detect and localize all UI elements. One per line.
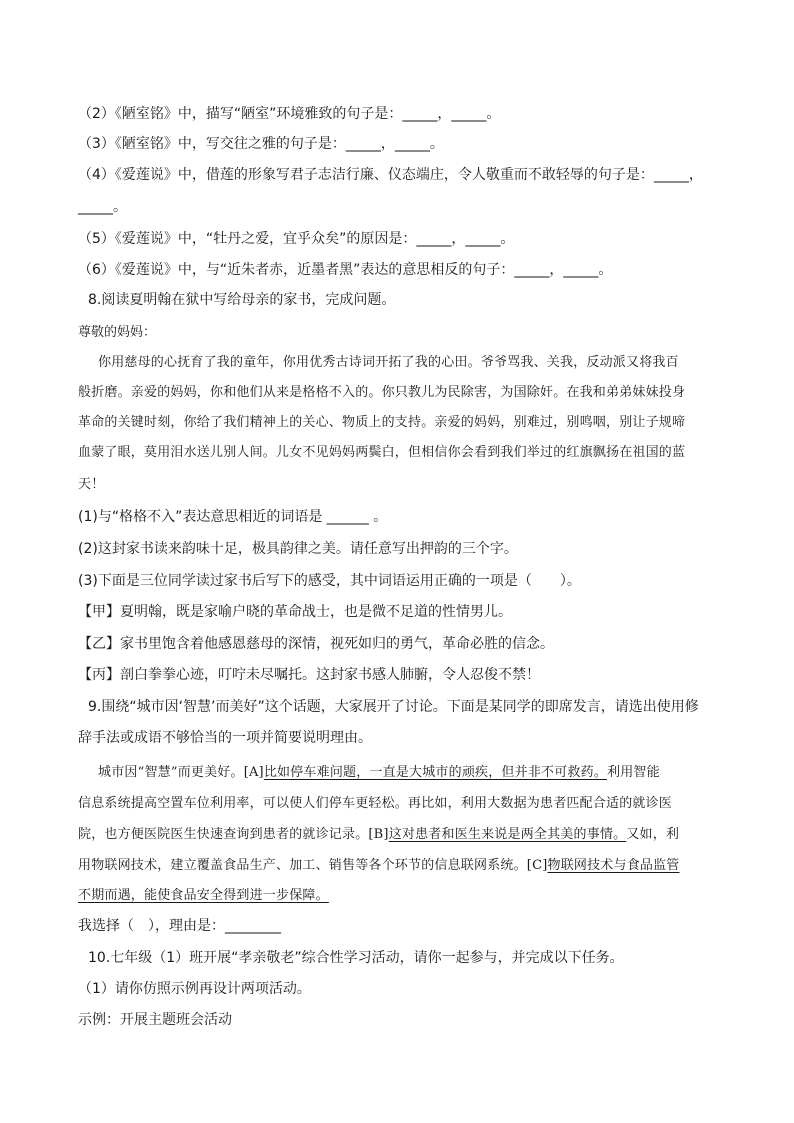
q8-sub-3: (3)下面是三位同学读过家书后写下的感受，其中词语运用正确的一项是（ ）。 (78, 573, 581, 589)
letter-line: 天！ (78, 477, 105, 492)
underlined-c: 物联网技术与食品监管 (547, 858, 680, 873)
q7-item-4-cont: _____。 (78, 199, 127, 215)
speech-line (78, 826, 679, 844)
option-jia: 【甲】夏明翰，既是家喻户晓的革命战士，也是微不足道的性情男儿。 (78, 604, 512, 620)
q7-item-6: （6）《爱莲说》中，与“近朱者赤，近墨者黑”表达的意思相反的句子：_____，_____。 (78, 262, 613, 278)
speech-text: 利用智能 (607, 765, 660, 780)
option-yi: 【乙】家书里饱含着他感恩慈母的深情，视死如归的勇气，革命必胜的信念。 (78, 636, 554, 652)
letter-line: 血蒙了眼，莫用泪水送儿别人间。儿女不见妈妈两鬓白，但相信你会看到我们举过的红旗飘扬在祖国的蓝 (78, 445, 686, 460)
q8-sub-2: (2)这封家书读来韵味十足，极具韵律之美。请任意写出押韵的三个字。 (78, 541, 518, 557)
q7-item-5: （5）《爱莲说》中，“牡丹之爱，宜乎众矣”的原因是：_____，_____。 (78, 231, 515, 247)
speech-text: 城市因“智慧”而更美好。[A] (98, 765, 264, 780)
letter-line: 你用慈母的心抚育了我的童年，你用优秀古诗词开拓了我的心田。爷爷骂我、关我，反动派又将我百 (98, 355, 679, 370)
underlined-c-cont: 不期而遇，能使食品安全得到进一步保障。 (78, 888, 329, 903)
letter-line: 般折磨。亲爱的妈妈，你和他们从来是格格不入的。你只教儿为民除害，为国除奸。在我和弟弟妹妹投身 (78, 385, 686, 400)
speech-line (78, 857, 680, 875)
q9-title: 9.围绕“城市因‘智慧’而美好”这个话题，大家展开了讨论。下面是某同学的即席发言，请选出使用修 (88, 699, 699, 715)
q10-example: 示例：开展主题班会活动 (78, 1012, 232, 1028)
q8-sub-1: (1)与“格格不入”表达意思相近的词语是 ______ 。 (78, 509, 388, 525)
q7-item-2: （2）《陋室铭》中，描写“陋室”环境雅致的句子是：_____，_____。 (78, 106, 501, 122)
q8-title: 8.阅读夏明翰在狱中写给母亲的家书，完成问题。 (88, 292, 396, 308)
underlined-a: 比如停车难问题，一直是大城市的顽疾，但并非不可救药。 (263, 765, 608, 780)
q9-answer-line: 我选择（ ），理由是：________ (78, 918, 281, 934)
q10-title: 10.七年级（1）班开展“孝亲敬老”综合性学习活动，请你一起参与，并完成以下任务。 (88, 950, 624, 966)
letter-line: 革命的关键时刻，你给了我们精神上的关心、物质上的支持。亲爱的妈妈，别难过，别鸣咽，别让子规啼 (78, 415, 686, 430)
q7-item-4: （4）《爱莲说》中，借莲的形象写君子志洁行廉、仪态端庄，令人敬重而不敢轻辱的句子是：_____， (78, 167, 703, 183)
speech-line: 信息系统提高空置车位利用率，可以使人们停车更轻松。再比如，利用大数据为患者匹配合适的就诊医 (78, 796, 673, 811)
letter-salutation: 尊敬的妈妈： (78, 325, 157, 340)
q10-sub-1: （1）请你仿照示例再设计两项活动。 (78, 981, 311, 997)
option-bing: 【丙】剖白拳拳心迹，叮咛未尽嘱托。这封家书感人肺腑，令人忍俊不禁！ (78, 667, 540, 683)
speech-text: 用物联网技术，建立覆盖食品生产、加工、销售等各个环节的信息联网系统。[C] (78, 858, 548, 873)
speech-line (98, 764, 660, 782)
speech-text: 又如，利 (626, 827, 680, 842)
q7-item-3: （3）《陋室铭》中，写交往之雅的句子是：_____，_____。 (78, 136, 444, 152)
q9-title-cont: 辞手法或成语不够恰当的一项并简要说明理由。 (78, 730, 372, 746)
speech-text: 院，也方便医院医生快速查询到患者的就诊记录。[B] (78, 827, 389, 842)
speech-line (78, 887, 329, 905)
underlined-b: 这对患者和医生来说是两全其美的事情。 (388, 827, 627, 842)
